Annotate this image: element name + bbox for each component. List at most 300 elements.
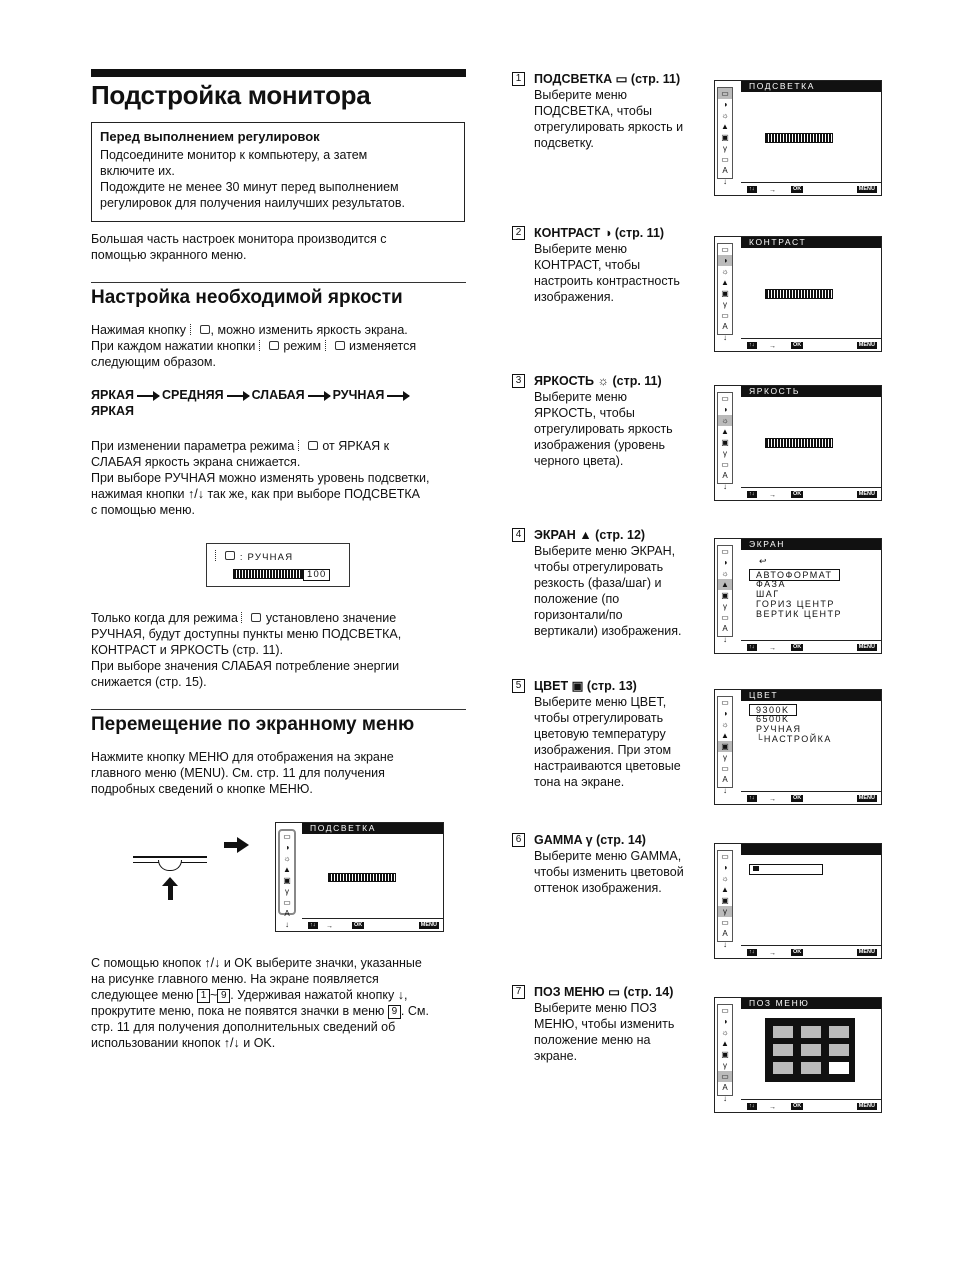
gamma-icon[interactable]: γ — [723, 602, 727, 611]
text: с помощью меню. — [91, 503, 195, 517]
arrow-right-icon — [224, 842, 238, 848]
seq-item: СРЕДНЯЯ — [161, 388, 224, 402]
osd-title: ПОЗ МЕНЮ — [741, 998, 881, 1009]
contrast-icon[interactable]: ◑ — [722, 558, 728, 567]
backlight-icon[interactable]: ▭ — [721, 1006, 729, 1015]
arrow: → — [769, 1104, 776, 1111]
menu-description-line: изображения. — [534, 290, 615, 304]
menu-position-icon[interactable]: ▭ — [721, 764, 729, 773]
osd-title: ПОДСВЕТКА — [302, 823, 443, 834]
color-icon[interactable]: ▣ — [721, 438, 729, 447]
text: использовании кнопок ↑/↓ и OK. — [91, 1036, 276, 1050]
menu-option[interactable] — [749, 724, 802, 734]
text: изменяется — [349, 339, 417, 353]
arrow: → — [769, 187, 776, 194]
backlight-icon — [259, 340, 280, 351]
ok-key: OK — [354, 922, 363, 928]
scroll-down-icon[interactable]: ↓ — [723, 333, 727, 342]
text: установлено значение — [265, 611, 397, 625]
language-icon[interactable]: A — [722, 775, 728, 784]
gamma-selector[interactable] — [749, 864, 823, 875]
osd-footer — [741, 945, 881, 958]
menu-description-line: отрегулировать яркость — [534, 422, 673, 436]
gamma-icon: γ — [585, 833, 593, 847]
language-icon[interactable]: A — [722, 624, 728, 633]
updown-key-icon: ↑↓ — [749, 186, 755, 192]
osd-title — [741, 844, 881, 855]
ok-key: OK — [793, 795, 802, 801]
brightness-icon[interactable]: ☼ — [721, 874, 729, 883]
contrast-icon[interactable]: ◑ — [722, 405, 728, 414]
text: стр. 11 для получения дополнительных сведений об — [91, 1020, 396, 1034]
ok-key: OK — [793, 342, 802, 348]
text: При выборе РУЧНАЯ можно изменять уровень подсветки, — [91, 471, 430, 485]
osd-icon-column — [717, 1004, 733, 1103]
level-value: 100 — [303, 569, 330, 581]
menu-title: ЦВЕТ — [534, 679, 569, 693]
text: При изменении параметра режима — [91, 439, 295, 453]
brightness-icon[interactable]: ☼ — [283, 854, 291, 863]
menu-description-line: положение меню на — [534, 1033, 651, 1047]
osd-icon-column — [717, 696, 733, 795]
menu-description-line: ЯРКОСТЬ, чтобы — [534, 406, 635, 420]
menu-description-line: настроить контрастность — [534, 274, 680, 288]
backlight-icon[interactable]: ▭ — [721, 394, 729, 403]
mode-sequence — [91, 387, 466, 419]
scroll-down-icon[interactable]: ↓ — [723, 635, 727, 644]
updown-key-icon: ↑↓ — [310, 922, 316, 928]
ok-key: OK — [793, 644, 802, 650]
text: КОНТРАСТ и ЯРКОСТЬ (стр. 11). — [91, 643, 284, 657]
seq-item: РУЧНАЯ — [332, 388, 385, 402]
arrow: → — [769, 950, 776, 957]
menu-option[interactable]: АВТОФОРМАТ — [749, 569, 840, 581]
page-ref: (стр. 14) — [623, 985, 674, 999]
text: С помощью кнопок ↑/↓ и OK выберите значки, указанные — [91, 956, 422, 970]
menu-position-icon[interactable]: ▭ — [721, 613, 729, 622]
screen-icon[interactable]: ▲ — [721, 278, 729, 287]
prep-box — [91, 122, 465, 222]
menu-description-line: экране. — [534, 1049, 578, 1063]
menu-section — [512, 984, 702, 1064]
level-bar — [233, 569, 303, 579]
color-icon[interactable]: ▣ — [283, 876, 291, 885]
menu-title-line — [534, 225, 702, 241]
gamma-icon[interactable]: γ — [723, 753, 727, 762]
menu-description-line: тона на экране. — [534, 775, 625, 789]
position-cell[interactable] — [829, 1044, 849, 1056]
screen-icon[interactable]: ▲ — [721, 731, 729, 740]
arrow-right-icon — [308, 395, 330, 397]
backlight-icon — [325, 340, 346, 351]
arrow: → — [769, 645, 776, 652]
osd-thumbnail — [714, 236, 882, 352]
color-icon[interactable]: ▣ — [721, 1050, 729, 1059]
color-icon[interactable]: ▣ — [721, 591, 729, 600]
menu-button[interactable] — [158, 860, 182, 871]
osd-icon-column — [717, 850, 733, 949]
language-icon[interactable]: A — [722, 166, 728, 175]
osd-icon-column — [717, 545, 733, 644]
language-icon[interactable]: A — [284, 909, 290, 918]
text: режим — [283, 339, 322, 353]
option-label: 9300K — [756, 705, 790, 715]
text: , можно изменить яркость экрана. — [210, 323, 408, 337]
menu-option[interactable]: └НАСТРОЙКА — [756, 734, 832, 744]
step-number: 9 — [217, 989, 230, 1003]
ok-key: OK — [793, 186, 802, 192]
backlight-icon[interactable]: ▭ — [721, 698, 729, 707]
level-bar — [765, 133, 833, 143]
text: прокрутите меню, пока не появятся значки в меню — [91, 1004, 385, 1018]
updown-key-icon: ↑↓ — [749, 949, 755, 955]
brightness-icon[interactable]: ☼ — [721, 569, 729, 578]
menu-title: ПОЗ МЕНЮ — [534, 985, 605, 999]
menu-description-line: ПОДСВЕТКА, чтобы — [534, 104, 652, 118]
seq-item: ЯРКАЯ — [91, 388, 134, 402]
menu-description-line: чтобы изменить цветовой — [534, 865, 684, 879]
position-cell[interactable] — [801, 1062, 821, 1074]
menu-title-line — [534, 71, 702, 87]
gamma-indicator-icon — [753, 866, 759, 871]
osd-footer — [741, 1099, 881, 1112]
menu-description-line: горизонтали/по — [534, 608, 623, 622]
text: Только когда для режима — [91, 611, 238, 625]
text: Нажимая кнопку — [91, 323, 187, 337]
level-bar — [765, 438, 833, 448]
contrast-icon[interactable]: ◑ — [722, 863, 728, 872]
language-icon[interactable]: A — [722, 322, 728, 331]
menu-key: MENU — [858, 342, 875, 348]
section-rule — [91, 709, 466, 710]
menu-title-line — [534, 527, 702, 543]
text: следующим образом. — [91, 355, 216, 369]
brightness-icon[interactable]: ☼ — [721, 720, 729, 729]
gamma-icon[interactable]: γ — [723, 300, 727, 309]
menu-option[interactable] — [749, 714, 790, 724]
back-icon[interactable]: ↩ — [759, 556, 769, 566]
menu-description-line: Выберите меню — [534, 242, 628, 256]
level-bar — [765, 289, 833, 299]
menu-section — [512, 225, 702, 305]
manual-mode-popup — [206, 543, 350, 587]
nav-paragraph-2 — [91, 955, 476, 1051]
page-ref: (стр. 11) — [612, 374, 662, 388]
menu-description-line: чтобы отрегулировать — [534, 711, 664, 725]
menu-description-line: отрегулировать яркость и — [534, 120, 684, 134]
contrast-icon[interactable]: ◑ — [722, 1017, 728, 1026]
backlight-icon — [215, 550, 236, 561]
menu-key: MENU — [858, 644, 875, 650]
osd-thumbnail — [714, 997, 882, 1113]
brightness-icon[interactable]: ☼ — [718, 415, 732, 426]
text: При каждом нажатии кнопки — [91, 339, 256, 353]
text: . См. — [400, 1004, 429, 1018]
ok-key: OK — [793, 949, 802, 955]
osd-footer — [741, 791, 881, 804]
arrow-right-icon — [137, 395, 159, 397]
osd-title: КОНТРАСТ — [741, 237, 881, 248]
screen-icon[interactable]: ▲ — [721, 885, 729, 894]
gamma-icon[interactable]: γ — [723, 144, 727, 153]
menu-position-icon: ▭ — [608, 985, 620, 999]
screen-icon[interactable]: ▲ — [721, 122, 729, 131]
osd-title: ЦВЕТ — [741, 690, 881, 701]
arrow-up-icon — [168, 884, 173, 900]
text: главного меню (MENU). См. стр. 11 для получения — [91, 766, 385, 780]
gamma-icon[interactable]: γ — [718, 906, 732, 917]
intro-line: помощью экранного меню. — [91, 248, 247, 262]
arrow-up-icon — [162, 877, 178, 886]
language-icon[interactable]: A — [722, 1083, 728, 1092]
prep-line: регулировок для получения наилучших результатов. — [100, 196, 405, 210]
scroll-down-icon[interactable]: ↓ — [723, 786, 727, 795]
text: Нажмите кнопку МЕНЮ для отображения на экране — [91, 750, 394, 764]
brightness-paragraph-1 — [91, 322, 471, 370]
menu-position-icon[interactable]: ▭ — [283, 898, 291, 907]
color-icon[interactable]: ▣ — [721, 289, 729, 298]
menu-title-line — [534, 984, 702, 1000]
page-ref: (стр. 12) — [595, 528, 646, 542]
menu-description-line: Выберите меню — [534, 88, 628, 102]
nav-heading: Перемещение по экранному меню — [91, 714, 415, 735]
color-icon[interactable]: ▣ — [721, 133, 729, 142]
position-cell[interactable] — [773, 1062, 793, 1074]
menu-description-line: изображения (уровень — [534, 438, 666, 452]
step-number: 5 — [512, 679, 525, 693]
prep-line: включите их. — [100, 164, 175, 178]
step-number: 6 — [512, 833, 525, 847]
contrast-icon[interactable]: ◑ — [722, 100, 728, 109]
updown-key-icon: ↑↓ — [749, 1103, 755, 1109]
contrast-icon[interactable]: ◑ — [284, 843, 290, 852]
osd-title: ПОДСВЕТКА — [741, 81, 881, 92]
text: нажимая кнопки ↑/↓ так же, как при выборе ПОДСВЕТКА — [91, 487, 420, 501]
osd-icon-column — [278, 829, 296, 929]
text: При выборе значения СЛАБАЯ потребление энергии — [91, 659, 400, 673]
scroll-down-icon[interactable]: ↓ — [723, 177, 727, 186]
menu-key: MENU — [858, 491, 875, 497]
text: подробных сведений о кнопке МЕНЮ. — [91, 782, 313, 796]
osd-thumbnail — [714, 538, 882, 654]
menu-description-line: Выберите меню — [534, 390, 628, 404]
gamma-icon[interactable]: γ — [285, 887, 289, 896]
arrow-right-icon — [237, 837, 249, 853]
page-ref: (стр. 11) — [630, 72, 681, 86]
step-number: 9 — [388, 1005, 401, 1019]
scroll-down-icon[interactable]: ↓ — [285, 920, 289, 929]
seq-item: СЛАБАЯ — [251, 388, 305, 402]
intro-text — [91, 231, 386, 263]
text: снижается (стр. 15). — [91, 675, 207, 689]
position-cell[interactable] — [829, 1026, 849, 1038]
screen-icon[interactable]: ▲ — [721, 1039, 729, 1048]
menu-description-line: настраиваются цветовые — [534, 759, 681, 773]
menu-option[interactable]: ВЕРТИК ЦЕНТР — [756, 609, 842, 619]
position-cell[interactable] — [801, 1044, 821, 1056]
menu-option[interactable]: ГОРИЗ ЦЕНТР — [756, 599, 835, 609]
text: следующее меню — [91, 988, 194, 1002]
text: на рисунке главного меню. На экране появляется — [91, 972, 379, 986]
arrow: → — [326, 923, 333, 930]
text: РУЧНАЯ, будут доступны пункты меню ПОДСВЕТКА, — [91, 627, 402, 641]
backlight-icon[interactable]: ▭ — [721, 245, 729, 254]
osd-icon-column — [717, 392, 733, 491]
language-icon[interactable]: A — [722, 929, 728, 938]
gamma-icon[interactable]: γ — [723, 1061, 727, 1070]
menu-description-line: чтобы отрегулировать — [534, 560, 664, 574]
position-cell[interactable] — [829, 1062, 849, 1074]
backlight-icon: ▭ — [615, 72, 628, 86]
position-grid — [765, 1018, 855, 1082]
backlight-icon[interactable]: ▭ — [721, 547, 729, 556]
brightness-paragraph-2 — [91, 438, 471, 518]
page-title: Подстройка монитора — [91, 80, 371, 110]
option-label: 6500K — [756, 714, 790, 724]
popup-label: : РУЧНАЯ — [239, 552, 294, 563]
menu-position-icon[interactable]: ▭ — [721, 155, 729, 164]
updown-key-icon: ↑↓ — [749, 342, 755, 348]
menu-description-line: подсветку. — [534, 136, 594, 150]
osd-thumbnail — [714, 843, 882, 959]
brightness-icon[interactable]: ☼ — [721, 111, 729, 120]
menu-description-line: Выберите меню ПОЗ — [534, 1001, 657, 1015]
brightness-icon[interactable]: ☼ — [721, 267, 729, 276]
osd-footer — [741, 338, 881, 351]
osd-icon-column — [717, 243, 733, 342]
language-icon[interactable]: A — [722, 471, 728, 480]
seq-item: ЯРКАЯ — [91, 404, 134, 418]
brightness-icon[interactable]: ☼ — [721, 1028, 729, 1037]
screen-icon[interactable]: ▲ — [718, 579, 732, 590]
section-rule — [91, 282, 466, 283]
menu-position-icon[interactable]: ▭ — [718, 1071, 732, 1082]
menu-title: GAMMA — [534, 833, 583, 847]
color-icon: ▣ — [571, 679, 584, 693]
backlight-icon[interactable]: ▭ — [718, 88, 732, 99]
backlight-icon[interactable]: ▭ — [721, 852, 729, 861]
menu-description-line: цветовую температуру — [534, 727, 666, 741]
menu-title: ПОДСВЕТКА — [534, 72, 613, 86]
position-cell[interactable] — [801, 1026, 821, 1038]
backlight-icon[interactable]: ▭ — [283, 832, 291, 841]
scroll-down-icon[interactable]: ↓ — [723, 1094, 727, 1103]
menu-description-line: Выберите меню ЦВЕТ, — [534, 695, 667, 709]
step-number: 1 — [512, 72, 525, 86]
scroll-down-icon[interactable]: ↓ — [723, 940, 727, 949]
updown-key-icon: ↑↓ — [749, 795, 755, 801]
gamma-icon[interactable]: γ — [723, 449, 727, 458]
menu-description-line: Выберите меню GAMMA, — [534, 849, 682, 863]
ok-key: OK — [793, 1103, 802, 1109]
contrast-icon[interactable]: ◑ — [718, 255, 732, 266]
menu-description-line: изображения. При этом — [534, 743, 672, 757]
brightness-heading: Настройка необходимой яркости — [91, 287, 403, 308]
menu-description-line: оттенок изображения. — [534, 881, 662, 895]
color-icon[interactable]: ▣ — [718, 741, 732, 752]
step-number: 3 — [512, 374, 525, 388]
position-cell[interactable] — [773, 1026, 793, 1038]
backlight-icon — [298, 440, 319, 451]
text: от ЯРКАЯ к — [322, 439, 390, 453]
ok-key: OK — [793, 491, 802, 497]
step-number: 7 — [512, 985, 525, 999]
menu-description-line: КОНТРАСТ, чтобы — [534, 258, 641, 272]
menu-section — [512, 678, 702, 790]
screen-icon: ▲ — [579, 528, 592, 542]
osd-footer — [741, 640, 881, 653]
osd-thumbnail — [714, 385, 882, 501]
osd-icon-column — [717, 87, 733, 186]
arrow-right-icon — [227, 395, 249, 397]
osd-thumbnail — [714, 80, 882, 196]
menu-section — [512, 832, 702, 896]
menu-description-line: положение (по — [534, 592, 620, 606]
menu-key: MENU — [858, 795, 875, 801]
position-cell[interactable] — [773, 1044, 793, 1056]
menu-description-line: вертикали) изображения. — [534, 624, 682, 638]
arrow: → — [769, 343, 776, 350]
text: . Удерживая нажатой кнопку ↓, — [230, 988, 408, 1002]
text: СЛАБАЯ яркость экрана снижается. — [91, 455, 301, 469]
nav-paragraph-1 — [91, 749, 471, 797]
step-number: 2 — [512, 226, 525, 240]
prep-line: Подождите не менее 30 минут перед выполнением — [100, 180, 399, 194]
menu-title-line — [534, 678, 702, 694]
menu-description-line: МЕНЮ, чтобы изменить — [534, 1017, 675, 1031]
page-ref: (стр. 14) — [596, 833, 646, 847]
menu-title-line — [534, 373, 702, 389]
monitor-edge — [133, 856, 207, 858]
osd-footer — [741, 182, 881, 195]
menu-key: MENU — [858, 186, 875, 192]
osd-title: ЭКРАН — [741, 539, 881, 550]
menu-position-icon[interactable]: ▭ — [721, 918, 729, 927]
backlight-icon — [241, 612, 262, 623]
prep-box-title: Перед выполнением регулировок — [100, 129, 320, 144]
screen-icon[interactable]: ▲ — [721, 427, 729, 436]
contrast-icon: ◑ — [603, 226, 612, 240]
option-label: РУЧНАЯ — [756, 724, 802, 734]
arrow: → — [769, 796, 776, 803]
menu-key: MENU — [858, 949, 875, 955]
color-icon[interactable]: ▣ — [721, 896, 729, 905]
menu-position-icon[interactable]: ▭ — [721, 460, 729, 469]
menu-description-line: резкость (фаза/шаг) и — [534, 576, 662, 590]
updown-key-icon: ↑↓ — [749, 644, 755, 650]
option-label: НАСТРОЙКА — [763, 734, 832, 744]
arrow: → — [769, 492, 776, 499]
menu-title-line — [534, 832, 702, 848]
updown-key-icon: ↑↓ — [749, 491, 755, 497]
menu-option[interactable]: ШАГ — [756, 589, 780, 599]
menu-section — [512, 71, 702, 151]
menu-option[interactable]: ФАЗА — [756, 579, 786, 589]
prep-line: Подсоедините монитор к компьютеру, а затем — [100, 148, 368, 162]
osd-title: ЯРКОСТЬ — [741, 386, 881, 397]
arrow-right-icon — [387, 395, 409, 397]
main-menu-osd — [275, 822, 444, 932]
title-rule — [91, 69, 466, 77]
step-number: 4 — [512, 528, 525, 542]
contrast-icon[interactable]: ◑ — [722, 709, 728, 718]
menu-position-icon[interactable]: ▭ — [721, 311, 729, 320]
brightness-paragraph-3 — [91, 610, 471, 690]
text: ~ — [209, 988, 218, 1002]
osd-footer — [302, 918, 443, 931]
screen-icon[interactable]: ▲ — [283, 865, 291, 874]
scroll-down-icon[interactable]: ↓ — [723, 482, 727, 491]
